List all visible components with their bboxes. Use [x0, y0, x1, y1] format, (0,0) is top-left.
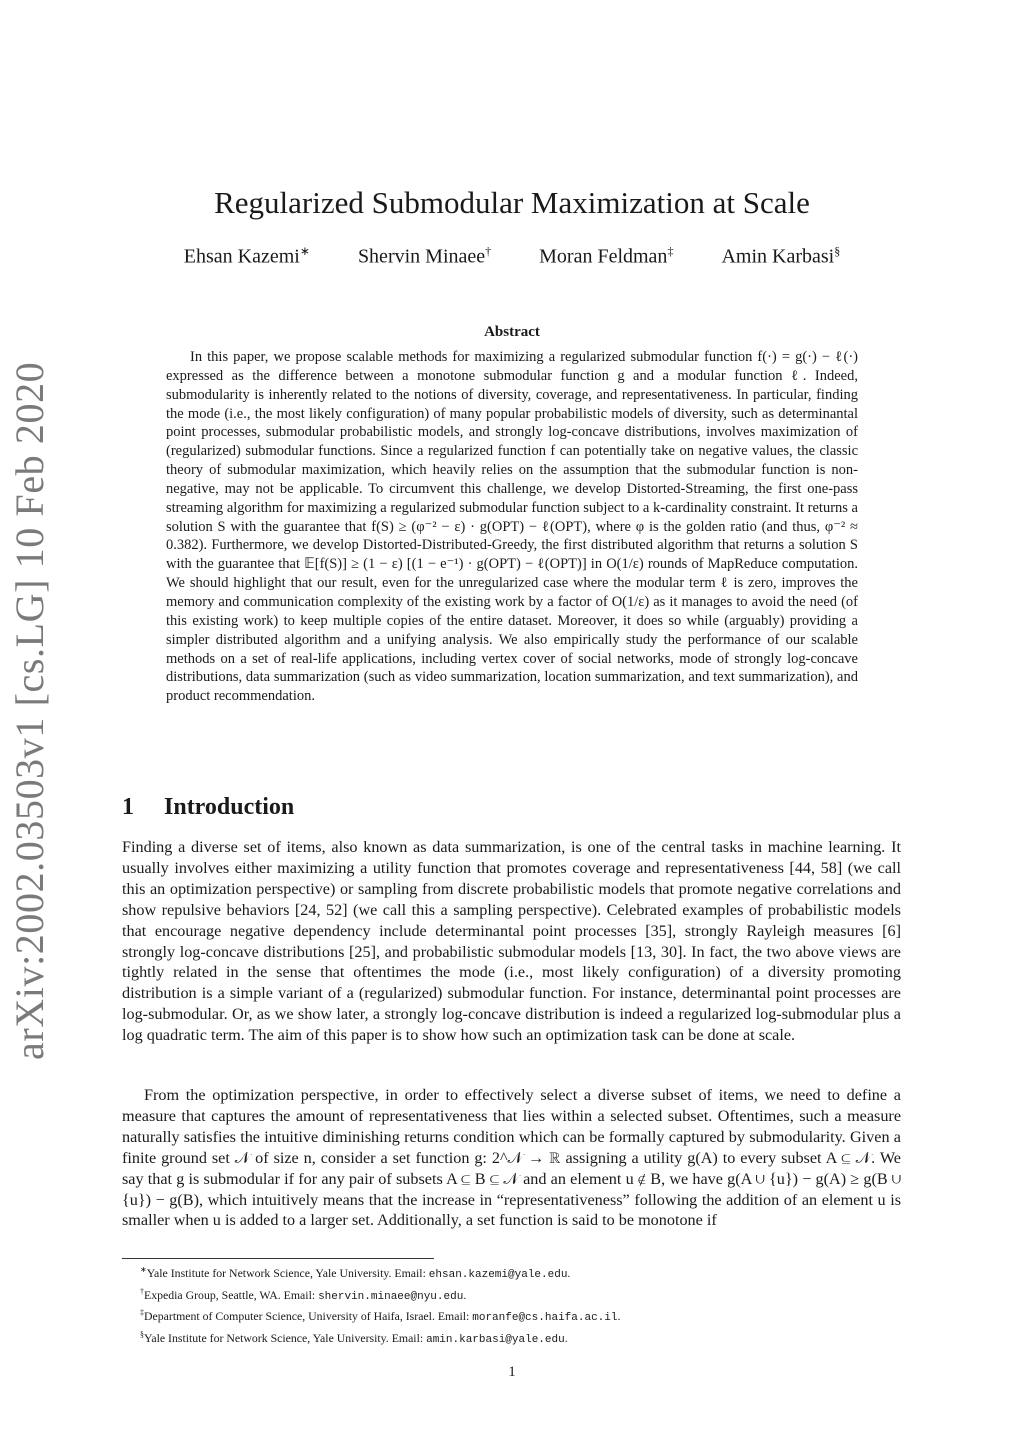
author-list: [0, 244, 1024, 269]
author: Amin Karbasi§: [721, 244, 841, 268]
footnote: ‡Department of Computer Science, University of Haifa, Israel. Email: moranfe@cs.haifa.ac.il.: [140, 1308, 621, 1324]
page-number: 1: [508, 1364, 516, 1380]
footnote: ∗Yale Institute for Network Science, Yale University. Email: ehsan.kazemi@yale.edu.: [140, 1265, 571, 1281]
email-address: shervin.minaee@nyu.edu: [318, 1290, 464, 1303]
footnotes: [122, 1262, 902, 1348]
section-heading: [122, 794, 294, 821]
email-address: amin.karbasi@yale.edu: [426, 1333, 565, 1346]
email-address: moranfe@cs.haifa.ac.il: [472, 1311, 618, 1324]
paper-title: Regularized Submodular Maximization at Scale: [214, 185, 810, 220]
section-number: 1: [122, 794, 134, 820]
author: Moran Feldman‡: [539, 244, 674, 268]
author: Shervin Minaee†: [357, 244, 492, 268]
abstract-heading: Abstract: [484, 324, 540, 340]
section-title: Introduction: [164, 794, 295, 820]
email-address: ehsan.kazemi@yale.edu: [428, 1268, 568, 1281]
author: Ehsan Kazemi∗: [183, 244, 310, 268]
abstract-body: In this paper, we propose scalable methods for maximizing a regularized submodular function f(·) = g(·) − ℓ(·) expressed as the difference between a monotone submodular function g and a modular function ℓ. Indeed, submodularity is inherently related to the notions of diversity, coverage, and representativeness. In particular, finding the mode (i.e., the most likely configuration) of many popular probabilistic models of diversity, such as determinantal point processes, submodular probabilistic models, and strongly log-concave distributions, involves maximization of (regularized) submodular functions. Since a regularized function f can potentially take on negative values, the classic theory of submodular maximization, which heavily relies on the assumption that the submodular function is non-negative, may not be applicable. To circumvent this challenge, we develop Distorted-Streaming, the first one-pass streaming algorithm for maximizing a regularized submodular function subject to a k-cardinality constraint. It returns a solution S with the guarantee that f(S) ≥ (φ⁻² − ε) · g(OPT) − ℓ(OPT), where φ is the golden ratio (and thus, φ⁻² ≈ 0.382). Furthermore, we develop Distorted-Distributed-Greedy, the first distributed algorithm that returns a solution S with the guarantee that 𝔼[f(S)] ≥ (1 − ε) [(1 − e⁻¹) · g(OPT) − ℓ(OPT)] in O(1/ε) rounds of MapReduce computation. We should highlight that our result, even for the unregularized case where the modular term ℓ is zero, improves the memory and communication complexity of the existing work by a factor of O(1/ε) as it manages to avoid the need (of this existing work) to keep multiple copies of the entire dataset. Moreover, it does so while (arguably) providing a simpler distributed algorithm and a unifying analysis. We also empirically study the performance of our scalable methods on a set of real-life applications, including vertex cover of social networks, mode of strongly log-concave distributions, data summarization (such as video summarization, location summarization, and text summarization), and product recommendation.: [166, 349, 858, 705]
arxiv-identifier-stamp: arXiv:2002.03503v1 [cs.LG] 10 Feb 2020: [7, 361, 52, 1060]
intro-paragraph: From the optimization perspective, in order to effectively select a diverse subset of items, we need to define a measure that captures the amount of representativeness that lies within a selected subset. Oftentimes, such a measure naturally satisfies the intuitive diminishing returns condition which can be formally captured by submodularity. Given a finite ground set 𝒩 of size n, consider a set function g: 2^𝒩 → ℝ assigning a utility g(A) to every subset A ⊆ 𝒩. We say that g is submodular if for any pair of subsets A ⊆ B ⊆ 𝒩 and an element u ∉ B, we have g(A ∪ {u}) − g(A) ≥ g(B ∪ {u}) − g(B), which intuitively means that the increase in “representativeness” following the addition of an element u is smaller when u is added to a larger set. Additionally, a set function is said to be monotone if: [122, 1086, 901, 1230]
footnote-divider: [122, 1258, 434, 1259]
footnote: §Yale Institute for Network Science, Yale University. Email: amin.karbasi@yale.edu.: [140, 1329, 568, 1346]
intro-paragraph: Finding a diverse set of items, also known as data summarization, is one of the central tasks in machine learning. It usually involves either maximizing a utility function that promotes coverage and representativeness [44, 58] (we call this an optimization perspective) or sampling from discrete probabilistic models that promote negative correlations and show repulsive behaviors [24, 52] (we call this a sampling perspective). Celebrated examples of probabilistic models that encourage negative dependency include determinantal point processes [35], strongly Rayleigh measures [6] strongly log-concave distributions [25], and probabilistic submodular models [13, 30]. In fact, the two above views are tightly related in the sense that oftentimes the mode (i.e., most likely configuration) of a diversity promoting distribution is a simple variant of a (regularized) submodular function. For instance, determinantal point processes are log-submodular. Or, as we show later, a strongly log-concave distribution is indeed a regularized log-submodular plus a log quadratic term. The aim of this paper is to show how such an optimization task can be done at scale.: [122, 838, 901, 1045]
footnote: †Expedia Group, Seattle, WA. Email: shervin.minaee@nyu.edu.: [140, 1286, 467, 1303]
